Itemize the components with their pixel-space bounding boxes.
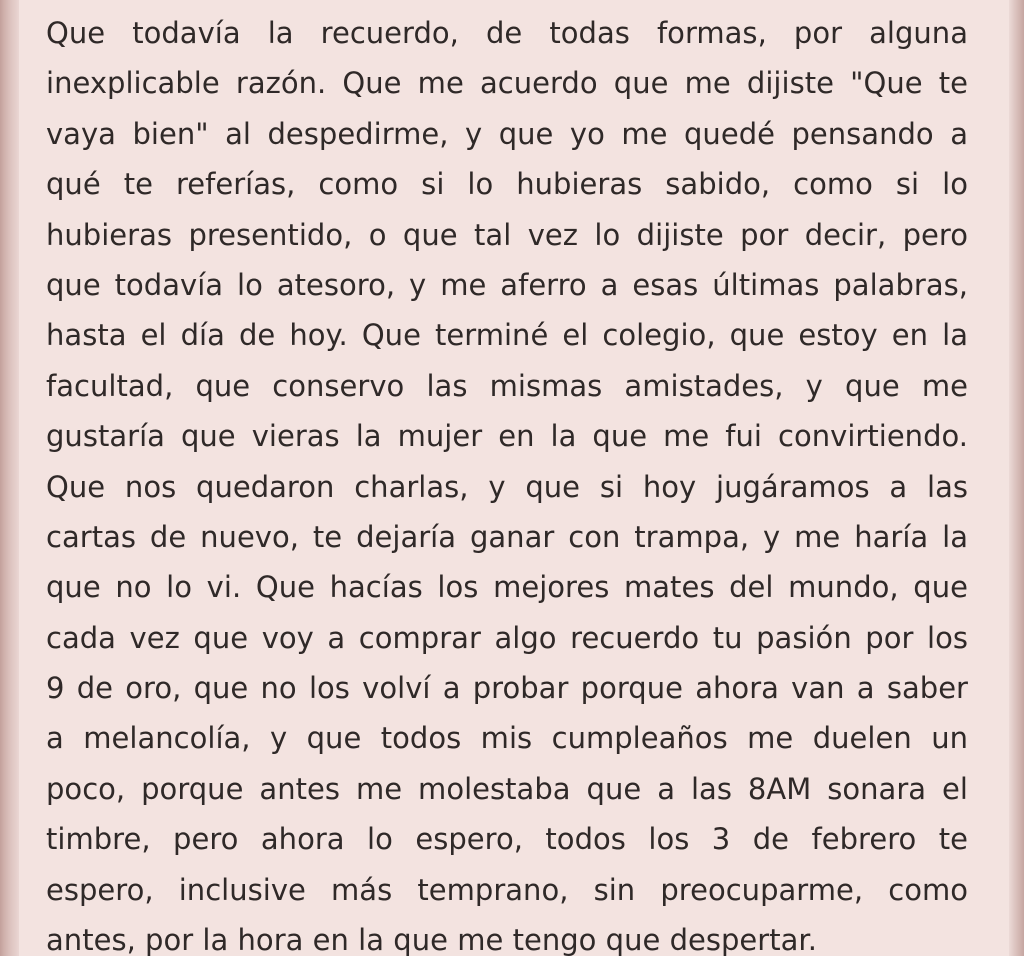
letter-line: Que nos quedaron charlas, y que si hoy jugáramos a las — [46, 469, 968, 504]
left-border-decoration — [0, 0, 19, 956]
letter-line: cada vez que voy a comprar algo recuerdo tu pasión por los — [46, 620, 968, 655]
letter-text — [46, 8, 968, 956]
letter-line: hubieras presentido, o que tal vez lo dijiste por decir, pero — [46, 217, 968, 252]
letter-line: vaya bien" al despedirme, y que yo me quedé pensando a — [46, 116, 968, 151]
letter-line: cartas de nuevo, te dejaría ganar con trampa, y me haría la — [46, 519, 968, 554]
letter-line: facultad, que conservo las mismas amistades, y que me — [46, 368, 968, 403]
letter-line: qué te referías, como si lo hubieras sabido, como si lo — [46, 167, 968, 202]
right-border-decoration — [1009, 0, 1024, 956]
letter-line: 9 de oro, que no los volví a probar porque ahora van a saber — [46, 671, 968, 706]
letter-line: poco, porque antes me molestaba que a las 8AM sonara el — [46, 771, 968, 806]
letter-line: gustaría que vieras la mujer en la que me fui convirtiendo. — [46, 419, 968, 454]
letter-line: que todavía lo atesoro, y me aferro a esas últimas palabras, — [46, 267, 968, 302]
letter-line: que no lo vi. Que hacías los mejores mates del mundo, que — [46, 570, 968, 605]
letter-line: Que todavía la recuerdo, de todas formas, por alguna — [46, 16, 968, 50]
letter-line: hasta el día de hoy. Que terminé el colegio, que estoy en la — [46, 318, 968, 353]
letter-line: a melancolía, y que todos mis cumpleaños me duelen un — [46, 721, 968, 756]
letter-line: espero, inclusive más temprano, sin preocuparme, como — [46, 872, 968, 907]
letter-line: inexplicable razón. Que me acuerdo que me dijiste "Que te — [46, 66, 968, 101]
letter-line: timbre, pero ahora lo espero, todos los 3 de febrero te — [46, 822, 968, 857]
letter-line-last: antes, por la hora en la que me tengo que despertar. — [46, 923, 817, 956]
